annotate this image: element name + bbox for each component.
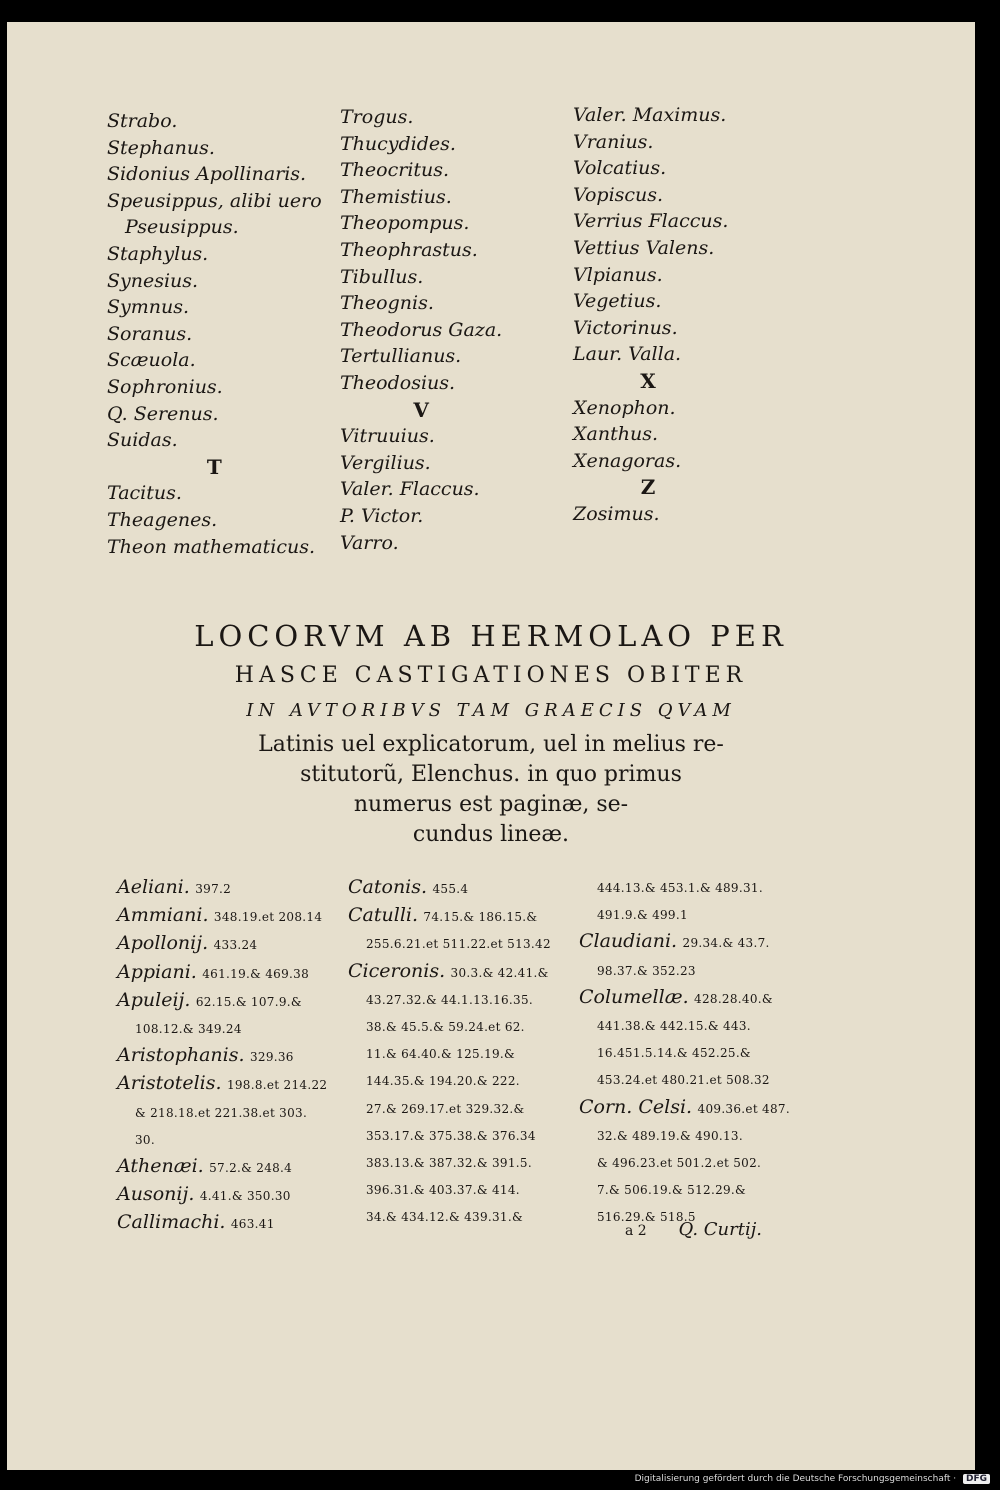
author-name: Theocritus. — [340, 159, 450, 182]
author-name: Sidonius Apollinaris. — [107, 163, 307, 186]
index-entry-continuation — [348, 1176, 588, 1203]
author-name: Vitruuius. — [340, 425, 435, 448]
index-entry — [579, 928, 819, 956]
index-entry-author: Aristophanis. — [117, 1044, 245, 1067]
heading-line-2: HASCE CASTIGATIONES OBITER — [234, 663, 748, 688]
section-letter: X — [640, 368, 656, 393]
author-name: Vegetius. — [573, 290, 662, 313]
section-letter: T — [206, 454, 222, 479]
digitization-footer — [635, 1474, 990, 1484]
section-letter: Z — [640, 475, 656, 500]
index-entry-continuation — [579, 1149, 819, 1176]
index-entry-reference: 353.17.& 375.38.& 376.34 — [366, 1128, 536, 1143]
author-name: Xenagoras. — [573, 449, 682, 472]
index-entry — [117, 874, 357, 902]
index-entry-author: Ciceronis. — [348, 959, 446, 982]
author-name: Volcatius. — [573, 157, 667, 180]
author-name: Zosimus. — [573, 502, 660, 525]
author-name: Theodorus Gaza. — [340, 318, 503, 341]
index-entry-reference: 461.19.& 469.38 — [202, 966, 310, 981]
index-entry-author: Ammiani. — [117, 904, 209, 927]
index-entry — [117, 1070, 357, 1098]
index-entry-reference: 491.9.& 499.1 — [597, 908, 688, 923]
index-entry — [348, 958, 588, 986]
index-entry-reference: 27.& 269.17.et 329.32.& — [366, 1101, 525, 1116]
author-name: Staphylus. — [107, 242, 209, 265]
author-name: Symnus. — [107, 296, 190, 319]
index-entry-reference: 455.4 — [432, 882, 469, 896]
index-entry-reference: 144.35.& 194.20.& 222. — [366, 1074, 520, 1089]
author-name: Vergilius. — [340, 451, 431, 474]
index-entry-reference: 463.41 — [230, 1217, 275, 1232]
index-column-3 — [579, 874, 819, 1231]
index-entry-continuation — [348, 930, 588, 957]
index-entry-continuation — [579, 1012, 819, 1039]
heading-line-6: numerus est paginæ, se- — [353, 792, 629, 817]
author-name: Theodosius. — [340, 371, 456, 394]
index-entry-author: Catulli. — [348, 904, 419, 927]
index-entry — [117, 1042, 357, 1070]
author-name: Q. Serenus. — [107, 402, 219, 425]
index-entry-reference: 428.28.40.& — [694, 991, 773, 1006]
author-name: Synesius. — [107, 269, 199, 292]
index-entry-reference: 441.38.& 442.15.& 443. — [597, 1019, 751, 1034]
heading-line-4: Latinis uel explicatorum, uel in melius re- — [258, 732, 724, 757]
author-name: Trogus. — [340, 106, 414, 128]
author-name: Victorinus. — [573, 316, 678, 339]
author-name: P. Victor. — [340, 504, 424, 527]
author-name: Xenophon. — [573, 396, 676, 419]
index-entry-reference: & 496.23.et 501.2.et 502. — [597, 1156, 762, 1171]
author-name: Tacitus. — [107, 482, 182, 505]
index-entry-continuation — [348, 1013, 588, 1040]
author-name: Vopiscus. — [573, 183, 664, 206]
index-entry-continuation — [348, 1203, 588, 1230]
index-entry-reference: 108.12.& 349.24 — [135, 1022, 242, 1037]
index-entry-continuation — [579, 1122, 819, 1149]
index-entry-reference: & 218.18.et 221.38.et 303. — [135, 1105, 308, 1120]
index-entry — [117, 930, 357, 958]
signature-mark: a 2 — [625, 1223, 647, 1239]
author-name: Thucydides. — [340, 132, 456, 155]
index-entry-reference: 38.& 45.5.& 59.24.et 62. — [366, 1020, 525, 1035]
index-entry-reference: 62.15.& 107.9.& — [195, 994, 302, 1009]
index-entry-author: Aristotelis. — [117, 1072, 222, 1095]
author-name: Suidas. — [107, 429, 178, 452]
index-entry-reference: 383.13.& 387.32.& 391.5. — [366, 1156, 532, 1171]
index-entry-author: Aeliani. — [117, 876, 190, 898]
index-entry — [579, 1094, 819, 1122]
index-entry-reference: 396.31.& 403.37.& 414. — [366, 1183, 520, 1198]
book-page — [7, 22, 975, 1470]
author-name: Theopompus. — [340, 212, 470, 235]
index-entry-continuation — [579, 1066, 819, 1093]
index-entry-reference: 409.36.et 487. — [697, 1101, 790, 1116]
author-list-column-3 — [573, 102, 729, 528]
index-entry-author: Apollonij. — [117, 932, 209, 955]
index-entry-reference: 29.34.& 43.7. — [682, 936, 770, 951]
author-name: Sophronius. — [107, 375, 223, 398]
index-entry-reference: 32.& 489.19.& 490.13. — [597, 1128, 743, 1143]
dfg-logo: DFG — [963, 1474, 990, 1484]
author-name: Xanthus. — [573, 423, 658, 446]
index-entry-continuation — [348, 1149, 588, 1176]
author-name: Theophrastus. — [340, 238, 478, 261]
index-entry-reference: 98.37.& 352.23 — [597, 963, 696, 978]
author-name: Tibullus. — [340, 265, 424, 288]
index-entry — [117, 987, 357, 1015]
index-entry-continuation — [579, 901, 819, 928]
index-entry-continuation — [348, 1122, 588, 1149]
index-entry-reference: 198.8.et 214.22 — [226, 1078, 328, 1093]
index-entry-reference: 57.2.& 248.4 — [209, 1161, 293, 1176]
index-entry — [117, 959, 357, 987]
index-entry-reference: 43.27.32.& 44.1.13.16.35. — [366, 992, 534, 1007]
author-list-column-1 — [107, 108, 322, 560]
index-entry-reference: 4.41.& 350.30 — [199, 1189, 291, 1204]
index-entry-reference: 30.3.& 42.41.& — [450, 965, 549, 980]
index-entry-reference: 329.36 — [249, 1050, 294, 1065]
author-name: Scæuola. — [107, 349, 196, 372]
catchword — [625, 1219, 762, 1240]
index-entry-continuation — [579, 1039, 819, 1066]
author-name: Valer. Maximus. — [573, 104, 727, 126]
index-entry-author: Catonis. — [348, 876, 428, 898]
author-name: Theagenes. — [107, 508, 218, 531]
author-name: Stephanus. — [107, 136, 215, 159]
index-entry-reference: 516.29.& 518.5 — [597, 1210, 696, 1225]
index-column-1 — [117, 874, 357, 1238]
index-entry-reference: 7.& 506.19.& 512.29.& — [597, 1183, 747, 1198]
index-entry-continuation — [348, 986, 588, 1013]
index-entry — [117, 1209, 357, 1237]
index-entry-continuation — [348, 1040, 588, 1067]
heading-line-1: LOCORVM AB HERMOLAO PER — [194, 619, 788, 653]
author-name: Vettius Valens. — [573, 236, 715, 259]
index-entry-author: Ausonij. — [117, 1183, 195, 1206]
footer-text: Digitalisierung gefördert durch die Deutsche Forschungsgemeinschaft · — [634, 1474, 957, 1484]
author-name: Laur. Valla. — [573, 343, 682, 366]
author-name: Varro. — [340, 531, 399, 554]
heading-line-5: stitutorũ, Elenchus. in quo primus — [300, 762, 682, 787]
author-name: Valer. Flaccus. — [340, 478, 480, 501]
author-name: Vranius. — [573, 130, 654, 153]
author-name: Themistius. — [340, 185, 452, 208]
index-entry-author: Corn. Celsi. — [579, 1095, 693, 1118]
author-name: Strabo. — [107, 110, 178, 132]
index-heading — [7, 612, 975, 850]
author-name: Vlpianus. — [573, 263, 663, 286]
index-entry — [117, 902, 357, 930]
index-entry-author: Callimachi. — [117, 1211, 226, 1234]
index-entry — [117, 1153, 357, 1181]
index-entry-reference: 444.13.& 453.1.& 489.31. — [597, 881, 763, 895]
index-entry — [348, 874, 588, 902]
author-list-column-2 — [340, 104, 502, 556]
index-entry-author: Athenæi. — [117, 1155, 204, 1178]
author-name: Tertullianus. — [340, 345, 462, 368]
index-entry-reference: 16.451.5.14.& 452.25.& — [597, 1046, 751, 1061]
heading-line-3: IN AVTORIBVS TAM GRAECIS QVAM — [246, 700, 736, 721]
index-entry — [117, 1181, 357, 1209]
index-entry-reference: 34.& 434.12.& 439.31.& — [366, 1210, 523, 1225]
index-entry-reference: 11.& 64.40.& 125.19.& — [366, 1047, 516, 1062]
heading-line-7: cundus lineæ. — [412, 822, 570, 847]
index-entry-reference: 255.6.21.et 511.22.et 513.42 — [366, 937, 551, 952]
index-entry-reference: 397.2 — [195, 882, 232, 896]
index-entry-reference: 348.19.et 208.14 — [213, 910, 323, 925]
index-entry — [579, 984, 819, 1012]
index-entry-author: Apuleij. — [117, 988, 191, 1011]
index-entry-author: Appiani. — [117, 960, 197, 983]
index-entry-continuation — [117, 1099, 357, 1126]
author-name: Theon mathematicus. — [107, 535, 316, 558]
index-entry-continuation — [348, 1095, 588, 1122]
catchword-text: Q. Curtij. — [678, 1219, 763, 1240]
author-name: Soranus. — [107, 322, 193, 345]
index-entry-continuation — [579, 874, 819, 901]
index-entry-reference: 433.24 — [213, 938, 258, 953]
author-name: Pseusippus. — [125, 216, 239, 239]
section-letter: V — [413, 397, 429, 422]
index-entry-continuation — [579, 1176, 819, 1203]
index-entry-author: Claudiani. — [579, 930, 678, 953]
author-name: Theognis. — [340, 292, 434, 315]
index-entry-continuation — [117, 1015, 357, 1042]
author-name: Speusippus, alibi uero — [107, 189, 322, 212]
author-name: Verrius Flaccus. — [573, 210, 729, 233]
index-entry-continuation — [348, 1067, 588, 1094]
index-column-2 — [348, 874, 588, 1231]
index-entry-author: Columellæ. — [579, 985, 689, 1008]
index-entry — [348, 902, 588, 930]
index-entry-reference: 453.24.et 480.21.et 508.32 — [597, 1073, 770, 1088]
index-entry-reference: 30. — [135, 1132, 155, 1147]
index-entry-reference: 74.15.& 186.15.& — [423, 910, 538, 925]
index-entry-continuation — [117, 1126, 357, 1153]
index-entry-continuation — [579, 957, 819, 984]
